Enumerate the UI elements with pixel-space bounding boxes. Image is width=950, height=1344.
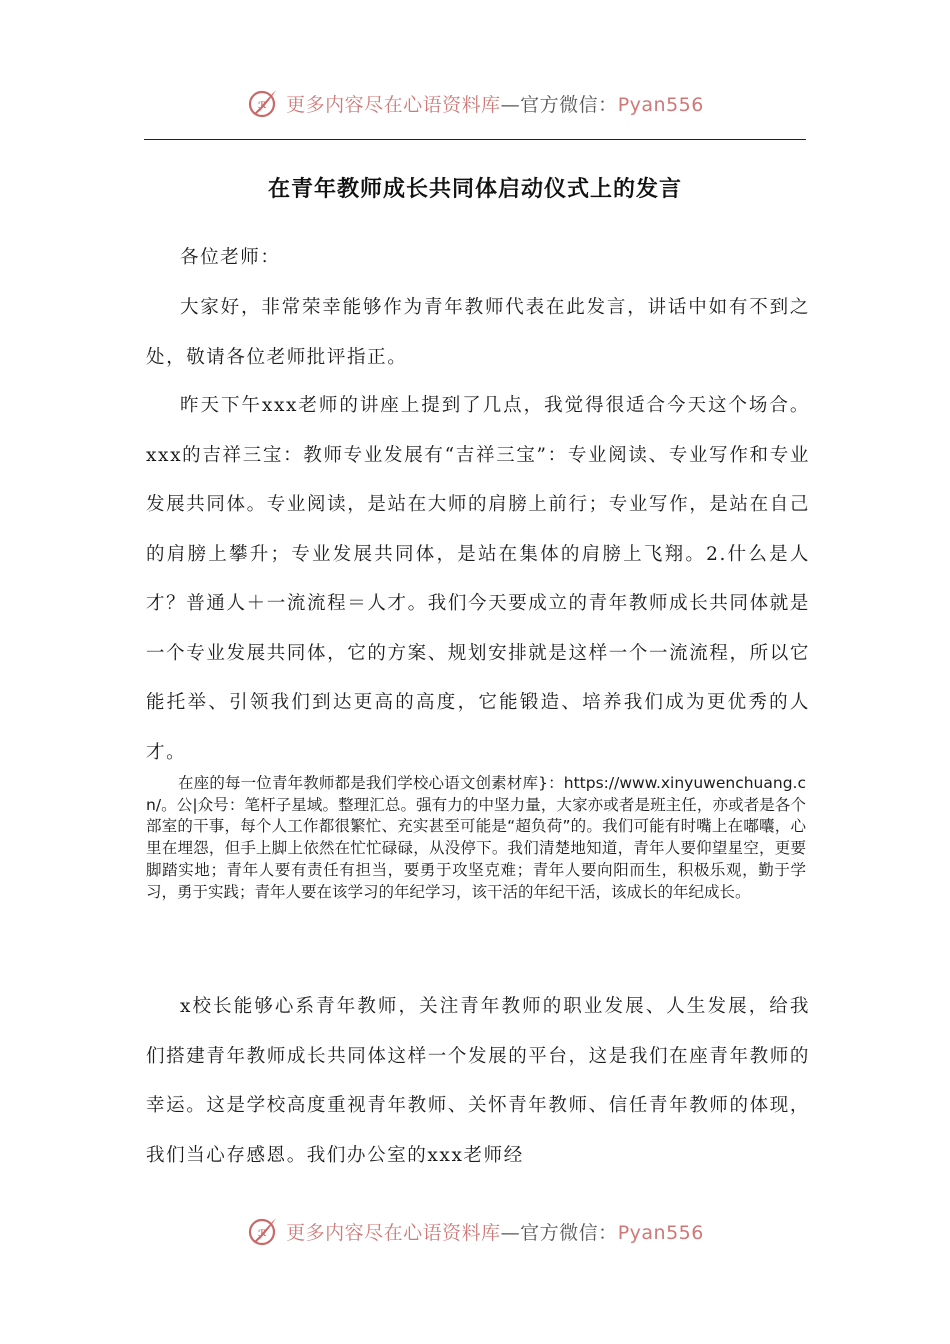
greeting: 各位老师： [180,247,281,268]
paragraph-2: 昨天下午xxx老师的讲座上提到了几点，我觉得很适合今天这个场合。xxx的吉祥三宝：教师专业发展有“吉祥三宝”：专业阅读、专业写作和专业发展共同体。专业阅读，是站在大师的肩膀上前行；专业写作，是站在自己的肩膀上攀升；专业发展共同体，是站在集体的肩膀上飞翔。2.什么是人才？普通人＋一流流程＝人才。我们今天要成立的青年教师成长共同体就是一个专业发展共同体，它的方案、规划安排就是这样一个一流流程，所以它能托举、引领我们到达更高的高度，它能锻造、培养我们成为更优秀的人才。 [146,395,810,763]
svg-text:ℛ: ℛ [258,101,267,111]
header-divider [144,139,806,140]
footer-banner [0,1211,950,1251]
document-title: 在青年教师成长共同体启动仪式上的发言 [267,177,682,202]
paragraph-3: 在座的每一位青年教师都是我们学校心语文创素材库}：https://www.xinyuwenchuang.cn/。公|众号：笔杆子星域。整理汇总。强有力的中坚力量，大家亦或者是班主任，亦或者是各个部室的干事，每个人工作都很繁忙、充实甚至可能是“超负荷”的。我们可能有时嘴上在嘟囔，心里在埋怨，但手上脚上依然在忙忙碌碌，从没停下。我们清楚地知道，青年人要仰望星空，更要脚踏实地；青年人要有责任有担当，要勇于攻坚克难；青年人要向阳而生，积极乐观，勤于学习，勇于实践；青年人要在该学习的年纪学习，该干活的年纪干活，该成长的年纪成长。 [146,774,806,901]
quill-logo-icon [246,1214,280,1248]
quill-logo-icon [246,86,280,120]
banner-main-text: 更多内容尽在心语资料库 [286,93,501,116]
header-banner [0,83,950,123]
banner-main-text: 更多内容尽在心语资料库 [286,1221,501,1244]
banner-separator: — [500,1221,521,1244]
banner-text [286,1218,704,1245]
svg-text:ℛ: ℛ [258,1229,267,1239]
banner-label: 官方微信： [520,1221,618,1244]
banner-wechat-id: Pyan556 [617,93,704,116]
banner-wechat-id: Pyan556 [617,1221,704,1244]
banner-separator: — [500,93,521,116]
paragraph-1: 大家好，非常荣幸能够作为青年教师代表在此发言，讲话中如有不到之处，敬请各位老师批评指正。 [146,297,810,368]
banner-text [286,90,704,117]
paragraph-4: x校长能够心系青年教师，关注青年教师的职业发展、人生发展，给我们搭建青年教师成长共同体这样一个发展的平台，这是我们在座青年教师的幸运。这是学校高度重视青年教师、关怀青年教师、信任青年教师的体现，我们当心存感恩。我们办公室的xxx老师经 [146,996,810,1166]
banner-label: 官方微信： [520,93,618,116]
